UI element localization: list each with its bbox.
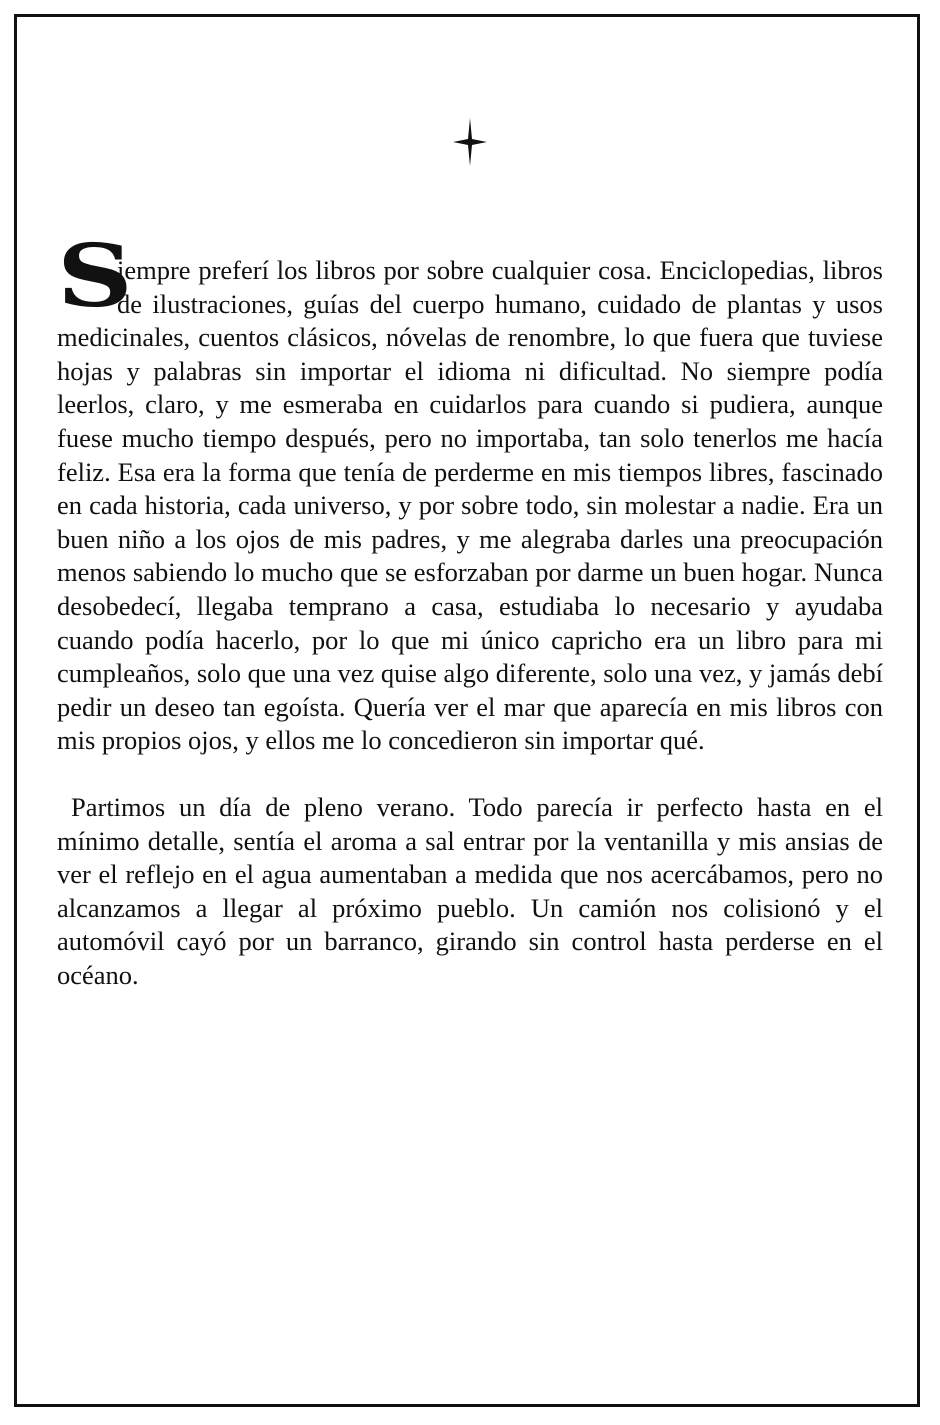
- paragraph-2: Partimos un día de pleno verano. Todo parecía ir perfecto hasta en el mínimo detalle, sentía el aroma a sal entrar por la ventanilla y mis ansias de ver el reflejo en el agua aumentaban a medida que nos acercábamos, pero no alcanzamos a llegar al próximo pueblo. Un camión nos colisionó y el automóvil cayó por un barranco, girando sin control hasta perderse en el océano.: [57, 791, 883, 990]
- story-text: [57, 220, 883, 992]
- four-point-star-icon: [453, 118, 487, 166]
- paragraph-1-text: iempre preferí los libros por sobre cualquier cosa. Enciclopedias, libros de ilustraciones, guías del cuerpo humano, cuidado de plantas y usos medicinales, cuentos clásicos, nóvelas de renombre, lo que fuera que tuviese hojas y palabras sin importar el idioma ni dificultad. No siempre podía leerlos, claro, y me esmeraba en cuidarlos para cuando si pudiera, aunque fuese mucho tiempo después, pero no importaba, tan solo tenerlos me hacía feliz. Esa era la forma que tenía de perderme en mis tiempos libres, fascinado en cada historia, cada universo, y por sobre todo, sin molestar a nadie. Era un buen niño a los ojos de mis padres, y me alegraba darles una preocupación menos sabiendo lo mucho que se esforzaban por darme un buen hogar. Nunca desobedecí, llegaba temprano a casa, estudiaba lo necesario y ayudaba cuando podía hacerlo, por lo que mi único capricho era un libro para mi cumpleaños, solo que una vez quise algo diferente, solo una vez, y jamás debí pedir un deseo tan egoísta. Quería ver el mar que aparecía en mis libros con mis propios ojos, y ellos me lo concedieron sin importar qué.: [57, 255, 883, 756]
- paragraph-1: [57, 220, 883, 758]
- drop-cap: S: [57, 226, 133, 327]
